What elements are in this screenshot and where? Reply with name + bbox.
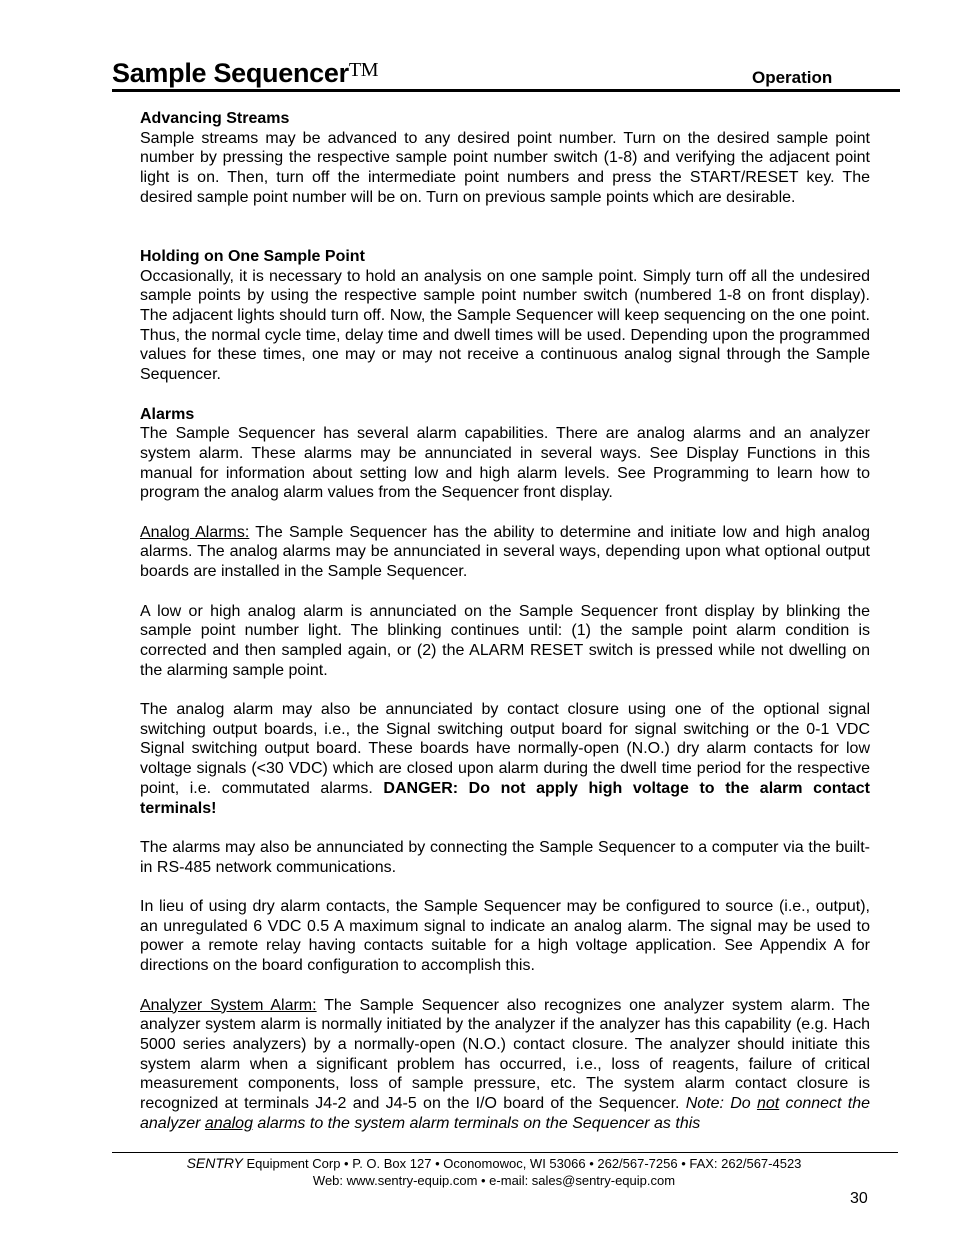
- footer-web: Web: www.sentry-equip.com • e-mail: sales@sentry-equip.com: [312, 1173, 676, 1188]
- page-number: 30: [850, 1190, 868, 1207]
- heading-alarms: Alarms: [140, 405, 195, 423]
- paragraph-advancing: Sample streams may be advanced to any desired point number. Turn on the desired sample point number by pressing the respective sample point number switch (1-8) and verifying the adjacent point light is on. Then, turn off the intermediate point numbers and press the START/RESET key. The desired sample point number will be on. Turn on previous sample points which are desirable.: [140, 129, 870, 206]
- analog-alarms-text: The Sample Sequencer has the ability to determine and initiate low and high analog alarms. The analog alarms may be annunciated in several ways, depending upon what optional output boards are installed in the Sample Sequencer.: [140, 523, 871, 581]
- paragraph-source: In lieu of using dry alarm contacts, the Sample Sequencer may be configured to source (i.e., output), an unregulated 6 VDC 0.5 A maximum signal to indicate an analog alarm. The signal may be used to power a remote relay having contacts suitable for a high voltage application. See Appendix A for directions on the board configuration to accomplish this.: [140, 898, 870, 975]
- danger-warning: DANGER: Do not apply high voltage to the alarm contact terminals!: [140, 779, 870, 817]
- system-alarm-text: The Sample Sequencer also recognizes one analyzer system alarm. The analyzer system alarm is normally initiated by the analyzer if the analyzer has this capability (e.g. Hach 5000 series analyzers) by a normally-open (N.O.) contact closure. The analyzer should initiate this system alarm when a significant problem has occurred, i.e., loss of reagents, failure of critical measurement components, loss of sample pressure, etc. The system alarm contact closure is recognized at terminals J4-2 and J4-5 on the I/O board of the Sequencer.: [140, 996, 870, 1113]
- paragraph-network: The alarms may also be annunciated by connecting the Sample Sequencer to a computer via the built-in RS-485 network communications.: [140, 838, 870, 876]
- header-rule: [112, 89, 900, 92]
- note-part: Note: Do: [685, 1095, 757, 1113]
- footer: [112, 1155, 876, 1189]
- system-alarm-label: Analyzer System Alarm:: [140, 996, 317, 1014]
- footer-rule: [112, 1152, 898, 1153]
- title-text: Sample Sequencer: [112, 58, 349, 88]
- company-address: Equipment Corp • P. O. Box 127 • Oconomowoc, WI 53066 • 262/567-7256 • FAX: 262/567-4523: [242, 1156, 802, 1171]
- heading-holding: Holding on One Sample Point: [140, 247, 365, 265]
- page-title: [112, 58, 378, 89]
- note-part: connect the analyzer: [140, 1095, 871, 1132]
- paragraph-holding: Occasionally, it is necessary to hold an analysis on one sample point. Simply turn off all the undesired sample points by using the respective sample point number switch (numbered 1-8 on front display). The adjacent lights should turn off. Now, the Sample Sequencer will keep sequencing on the one point. Thus, the normal cycle time, delay time and dwell times will be used. Depending upon the programmed values for these times, one may or may not receive a continuous analog signal through the Sample Sequencer.: [140, 267, 870, 384]
- footer-address: [112, 1155, 876, 1172]
- paragraph-analog-alarms: [140, 523, 870, 582]
- trademark: TM: [348, 59, 379, 81]
- company-name: SENTRY: [186, 1155, 243, 1171]
- contact-text: The analog alarm may also be annunciated by contact closure using one of the optional signal switching output boards, i.e., the Signal switching output board for signal switching or the 0-1 VDC Signal switching output board. These boards have normally-open (N.O.) dry alarm contacts for low voltage signals (<30 VDC) which are closed upon alarm during the dwell time period for the respective point, i.e. commutated alarms.: [140, 701, 870, 797]
- paragraph-system-alarm: [140, 996, 870, 1134]
- note-emphasis-analog: analog: [204, 1114, 253, 1132]
- page-body: [140, 109, 870, 1153]
- paragraph-contact: [140, 700, 870, 818]
- analog-alarms-label: Analog Alarms:: [140, 523, 250, 541]
- paragraph-blink: A low or high analog alarm is annunciated on the Sample Sequencer front display by blinking the sample point number light. The blinking continues until: (1) the sample point alarm condition is corrected and then sampled again, or (2) the ALARM RESET switch is pressed while not dwelling on the alarming sample point.: [140, 602, 870, 679]
- heading-advancing-streams: Advancing Streams: [140, 110, 290, 127]
- note-part: alarms to the system alarm terminals on the Sequencer as this: [252, 1114, 701, 1132]
- note-emphasis-not: not: [756, 1095, 780, 1113]
- paragraph-alarms-intro: The Sample Sequencer has several alarm capabilities. There are analog alarms and an analyzer system alarm. These alarms may be annunciated in several ways. See Display Functions in this manual for information about setting low and high alarm levels. See Programming to learn how to program the analog alarm values from the Sequencer front display.: [140, 425, 870, 502]
- section-label: Operation: [752, 68, 833, 87]
